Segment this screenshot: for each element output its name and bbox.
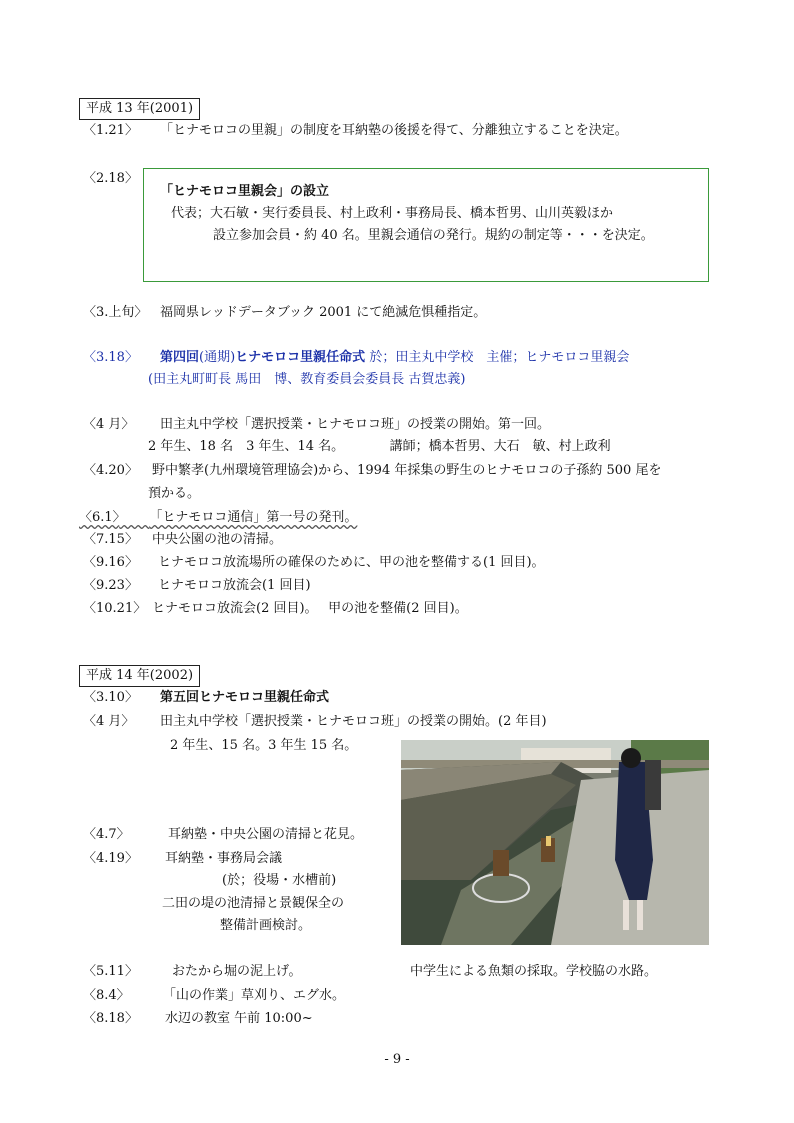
entry-date: 〈4.19〉	[83, 851, 138, 866]
box-title: 「ヒナモロコ里親会」の設立	[160, 184, 330, 199]
entry-date: 〈4.20〉	[83, 463, 138, 478]
entry-text: ヒナモロコ放流会(2 回目)。 甲の池を整備(2 回目)。	[152, 601, 468, 616]
entry-line: 2 年生、15 名。3 年生 15 名。	[170, 738, 358, 753]
entry-date: 〈7.15〉	[83, 532, 138, 547]
entry-date: 〈10.21〉	[83, 601, 147, 616]
entry-text: 田主丸中学校「選択授業・ヒナモロコ班」の授業の開始。(2 年目)	[160, 714, 547, 729]
year-label-2002: 平成 14 年(2002)	[79, 665, 200, 687]
entry-text: 水辺の教室 午前 10:00~	[165, 1011, 313, 1026]
entry-date: 〈5.11〉	[83, 964, 138, 979]
text-bold: 第四回	[160, 350, 200, 365]
entry-date: 〈1.21〉	[83, 123, 138, 138]
box-line: 代表；大石敏・実行委員長、村上政利・事務局長、橋本哲男、山川英毅ほか	[171, 206, 614, 221]
entry-text: 「山の作業」草刈り、エグ水。	[163, 988, 346, 1003]
entry-text: 中央公園の池の清掃。	[152, 532, 283, 547]
entry-line: (田主丸町町長 馬田 博、教育委員会委員長 古賀忠義)	[148, 372, 466, 387]
entry-date: 〈3.18〉	[83, 350, 138, 365]
entry-text: ヒナモロコ放流場所の確保のために、甲の池を整備する(1 回目)。	[158, 555, 545, 570]
entry-date: 〈4 月〉	[83, 417, 135, 432]
photo-illustration	[401, 740, 709, 945]
entry-text	[160, 349, 629, 367]
entry-text: 耳納塾・中央公園の清掃と花見。	[168, 827, 364, 842]
text-bold: ヒナモロコ里親任命式	[235, 350, 366, 365]
entry-date: 〈8.4〉	[83, 988, 130, 1003]
year-label-2001: 平成 13 年(2001)	[79, 98, 200, 120]
text-normal: (通期)	[199, 350, 236, 365]
entry-date: 〈4.7〉	[83, 827, 130, 842]
entry-date: 〈3.上旬〉	[83, 305, 148, 320]
page-number: - 9 -	[384, 1052, 410, 1067]
entry-date: 〈3.10〉	[83, 690, 138, 705]
entry-line: 2 年生、18 名 3 年生、14 名。 講師；橋本哲男、大石 敏、村上政利	[148, 439, 611, 454]
entry-date: 〈8.18〉	[83, 1011, 138, 1026]
text-normal: 於；田主丸中学校 主催；ヒナモロコ里親会	[369, 350, 630, 365]
entry-line: (於；役場・水槽前)	[222, 873, 337, 888]
entry-wavy	[79, 509, 357, 527]
entry-text: 「ヒナモロコ通信」第一号の発刊。	[149, 510, 358, 525]
entry-line: 預かる。	[148, 486, 201, 501]
entry-date: 〈4 月〉	[83, 714, 135, 729]
entry-text: 田主丸中学校「選択授業・ヒナモロコ班」の授業の開始。第一回。	[160, 417, 551, 432]
entry-text: 野中繁孝(九州環境管理協会)から、1994 年採集の野生のヒナモロコの子孫約 500 尾を	[152, 463, 662, 478]
entry-text: 耳納塾・事務局会議	[165, 851, 283, 866]
photo-caption: 中学生による魚類の採取。学校脇の水路。	[410, 964, 658, 979]
entry-text: 第五回ヒナモロコ里親任命式	[160, 690, 330, 705]
entry-text: 福岡県レッドデータブック 2001 にて絶滅危惧種指定。	[160, 305, 487, 320]
entry-date: 〈9.16〉	[83, 555, 138, 570]
entry-date: 〈9.23〉	[83, 578, 138, 593]
entry-line: 整備計画検討。	[220, 918, 312, 933]
entry-text: 「ヒナモロコの里親」の制度を耳納塾の後援を得て、分離独立することを決定。	[160, 123, 628, 138]
entry-text: おたから堀の泥上げ。	[172, 964, 302, 979]
entry-text: ヒナモロコ放流会(1 回目)	[158, 578, 311, 593]
entry-date: 〈2.18〉	[83, 171, 138, 186]
box-line: 設立参加会員・約 40 名。里親会通信の発行。規約の制定等・・・を決定。	[213, 228, 654, 243]
entry-date: 〈6.1〉	[79, 510, 120, 525]
stream-photo	[401, 740, 709, 945]
entry-line: 二田の堤の池清掃と景観保全の	[162, 896, 345, 911]
